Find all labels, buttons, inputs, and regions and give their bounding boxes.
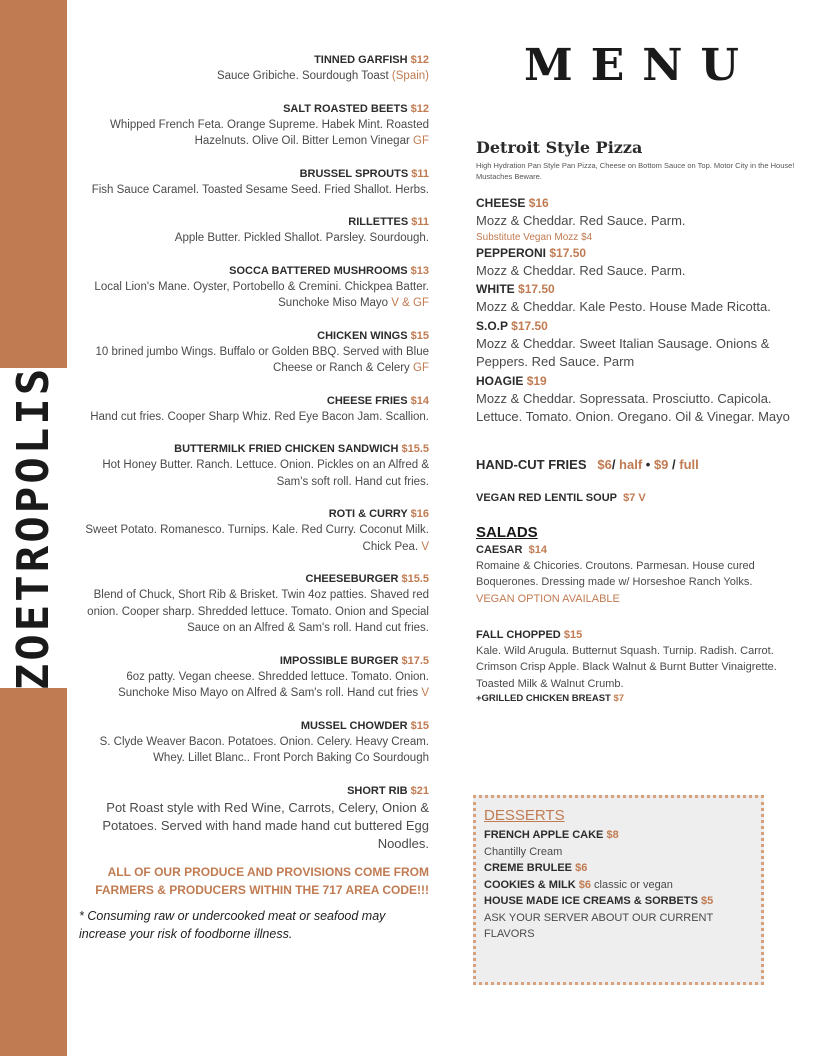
dessert-price: $6 (575, 862, 588, 874)
menu-item (79, 506, 429, 555)
item-desc: Sweet Potato. Romanesco. Turnips. Kale. Red Curry. Coconut Milk. Chick Pea. (85, 524, 429, 553)
item-desc: Blend of Chuck, Short Rib & Brisket. Twin 4oz patties. Shaved red onion. Cooper sharp. Shredded lettuce. Tomato. Onion and Special Sauce on an Alfred & Sam's roll. Hand cut fries. (87, 589, 429, 634)
salad-addon-price: $7 (613, 693, 625, 704)
item-name: SOCCA BATTERED MUSHROOMS (229, 264, 408, 277)
item-desc: Hand cut fries. Cooper Sharp Whiz. Red Eye Bacon Jam. Scallion. (90, 410, 429, 423)
item-name: ROTI & CURRY (328, 508, 408, 520)
pizza-desc: Mozz & Cheddar. Sweet Italian Sausage. Onions & Peppers. Red Sauce. Parm (476, 335, 770, 369)
dessert-item (484, 877, 753, 894)
fries-full-price: $9 (653, 456, 669, 472)
salad-name: FALL CHOPPED (476, 628, 561, 641)
soup-price: $7 V (623, 491, 646, 504)
dessert-price: $6 (578, 878, 591, 891)
item-name: MUSSEL CHOWDER (300, 719, 408, 732)
item-price: $15 (410, 329, 429, 342)
pizza-section-title: Detroit Style Pizza (476, 138, 643, 157)
item-tag: GF (413, 135, 429, 147)
item-tag: GF (413, 362, 429, 374)
pizza-item (476, 372, 806, 427)
item-desc: Local Lion's Mane. Oyster, Portobello & Cremini. Chickpea Batter. Sunchoke Miso Mayo (94, 280, 429, 309)
salad-item-fall-chopped (476, 627, 806, 707)
desserts-box (473, 795, 764, 985)
brand-logo: ZOETROPOLIS (8, 365, 59, 691)
item-origin: (Spain) (391, 70, 429, 82)
item-price: $15.5 (401, 573, 429, 585)
item-name: CHEESEBURGER (305, 573, 399, 585)
dessert-name: HOUSE MADE ICE CREAMS & SORBETS (484, 895, 698, 907)
menu-item (79, 328, 429, 377)
pizza-item (476, 244, 806, 281)
pizza-name: S.O.P (476, 318, 508, 333)
soup-name: VEGAN RED LENTIL SOUP (476, 491, 617, 504)
pizza-item (476, 280, 806, 317)
item-desc: Pot Roast style with Red Wine, Carrots, Celery, Onion & Potatoes. Served with hand made hand cut buttered Egg Noodles. (102, 799, 429, 851)
salad-desc: Romaine & Chicories. Croutons. Parmesan. House cured Boquerones. Dressing made w/ Horseshoe Ranch Yolks. (476, 559, 755, 588)
item-price: $17.5 (401, 654, 429, 667)
pizza-name: CHEESE (476, 196, 526, 210)
item-desc: Fish Sauce Caramel. Toasted Sesame Seed. Fried Shallot. Herbs. (91, 183, 429, 196)
salad-name: CAESAR (476, 543, 523, 556)
item-price: $15 (410, 719, 429, 732)
dessert-note: classic or vegan (594, 878, 673, 891)
item-name: CHICKEN WINGS (317, 329, 408, 342)
fries-name: HAND-CUT FRIES (476, 456, 587, 472)
pizza-desc: Mozz & Cheddar. Red Sauce. Parm. (476, 262, 686, 278)
item-tag: V (421, 540, 429, 553)
item-price: $14 (410, 394, 429, 407)
salad-price: $14 (528, 543, 547, 556)
item-desc: Hot Honey Butter. Ranch. Lettuce. Onion. Pickles on an Alfred & Sam's soft roll. Hand cut fries. (102, 459, 429, 488)
item-price: $16 (410, 508, 429, 520)
dessert-item (484, 860, 753, 877)
dessert-item (484, 827, 753, 844)
dessert-note: Chantilly Cream (484, 845, 563, 858)
decorative-stripe-bottom (0, 688, 67, 1056)
item-tag: V & GF (391, 297, 429, 309)
item-desc: 6oz patty. Vegan cheese. Shredded lettuce. Tomato. Onion. Sunchoke Miso Mayo on Alfred & Sam's roll. Hand cut fries (118, 670, 429, 699)
menu-item (79, 214, 429, 247)
pizza-price: $19 (526, 373, 547, 388)
item-price: $12 (410, 102, 429, 115)
item-name: RILLETTES (348, 216, 409, 228)
salad-addon: +GRILLED CHICKEN BREAST (476, 693, 611, 704)
item-name: BUTTERMILK FRIED CHICKEN SANDWICH (174, 443, 399, 455)
fries-half-price: $6 (597, 456, 612, 472)
menu-item (79, 263, 429, 312)
dessert-name: CREME BRULEE (484, 862, 573, 874)
dessert-price: $5 (700, 895, 714, 907)
foodborne-disclaimer: * Consuming raw or undercooked meat or seafood may increase your risk of foodborne illness. (79, 908, 386, 941)
dessert-note: ASK YOUR SERVER ABOUT OUR CURRENT FLAVORS (484, 911, 714, 940)
item-price: $12 (410, 54, 429, 66)
pizza-price: $17.50 (518, 282, 555, 296)
item-price: $11 (411, 167, 429, 180)
item-price: $11 (411, 216, 429, 228)
pizza-desc: Mozz & Cheddar. Red Sauce. Parm. (476, 213, 686, 228)
vegan-soup (476, 492, 806, 504)
menu-item (79, 718, 429, 767)
right-menu-column (476, 138, 806, 706)
dessert-price: $8 (606, 829, 619, 841)
pizza-section-subtitle: High Hydration Pan Style Pan Pizza, Cheese on Bottom Sauce on Top. Motor City in the House! Mustaches Beware. (476, 161, 795, 181)
menu-item (79, 101, 429, 150)
left-menu-column (79, 52, 429, 943)
fries-full-label: full (679, 456, 699, 472)
pizza-name: WHITE (476, 282, 515, 296)
pizza-desc: Mozz & Cheddar. Kale Pesto. House Made Ricotta. (476, 299, 771, 314)
menu-item (79, 571, 429, 637)
item-desc: Sauce Gribiche. Sourdough Toast (216, 70, 389, 82)
menu-item (79, 393, 429, 426)
salad-price: $15 (563, 628, 583, 641)
item-name: SHORT RIB (347, 784, 408, 797)
dessert-name: FRENCH APPLE CAKE (484, 829, 604, 841)
item-name: CHEESE FRIES (326, 394, 408, 407)
desserts-heading: DESSERTS (484, 807, 565, 824)
pizza-price: $17.50 (511, 318, 548, 333)
menu-item (79, 166, 429, 199)
item-price: $13 (410, 264, 429, 277)
menu-item (79, 653, 429, 702)
menu-item (79, 783, 429, 853)
pizza-name: HOAGIE (476, 373, 524, 388)
vegan-option-note: VEGAN OPTION AVAILABLE (476, 592, 620, 605)
pizza-item (476, 194, 806, 244)
dessert-item (484, 893, 753, 910)
pizza-price: $17.50 (549, 245, 587, 260)
item-price: $15.5 (401, 443, 429, 455)
local-produce-notice: ALL OF OUR PRODUCE AND PROVISIONS COME FROM FARMERS & PRODUCERS WITHIN THE 717 AREA CODE!!! (95, 864, 429, 897)
item-name: SALT ROASTED BEETS (283, 102, 408, 115)
salad-desc: Kale. Wild Arugula. Butternut Squash. Turnip. Radish. Carrot. Crimson Crisp Apple. Black Walnut & Burnt Butter Vinaigrette. Toasted Milk & Walnut Crumb. (476, 644, 777, 690)
pizza-name: PEPPERONI (476, 245, 547, 260)
pizza-substitute-note: Substitute Vegan Mozz $4 (476, 231, 593, 243)
fries-half-label: half (619, 456, 643, 472)
item-tag: V (421, 687, 429, 699)
salad-item-caesar (476, 542, 806, 607)
item-price: $21 (410, 784, 429, 797)
salads-heading: SALADS (476, 523, 538, 541)
item-desc: 10 brined jumbo Wings. Buffalo or Golden BBQ. Served with Blue Cheese or Ranch & Celery (95, 345, 429, 374)
item-desc: Whipped French Feta. Orange Supreme. Habek Mint. Roasted Hazelnuts. Olive Oil. Bitter Lemon Vinegar (110, 118, 429, 147)
dessert-name: COOKIES & MILK (484, 878, 576, 891)
item-name: TINNED GARFISH (314, 54, 408, 66)
item-name: IMPOSSIBLE BURGER (279, 654, 399, 667)
hand-cut-fries: HAND-CUT FRIES $6/ half • $9 / full (476, 456, 699, 472)
pizza-price: $16 (528, 196, 549, 210)
pizza-desc: Mozz & Cheddar. Sopressata. Prosciutto. Capicola. Lettuce. Tomato. Onion. Oregano. Oil & Vinegar. Mayo (476, 390, 790, 424)
item-desc: S. Clyde Weaver Bacon. Potatoes. Onion. Celery. Heavy Cream. Whey. Lillet Blanc.. Front Porch Baking Co Sourdough (99, 735, 429, 764)
pizza-item (476, 317, 806, 372)
page-title: MENU (524, 40, 757, 91)
item-desc: Apple Butter. Pickled Shallot. Parsley. Sourdough. (174, 232, 429, 244)
menu-item (79, 441, 429, 490)
menu-item (79, 52, 429, 85)
decorative-stripe-top (0, 0, 67, 368)
item-name: BRUSSEL SPROUTS (299, 167, 409, 180)
